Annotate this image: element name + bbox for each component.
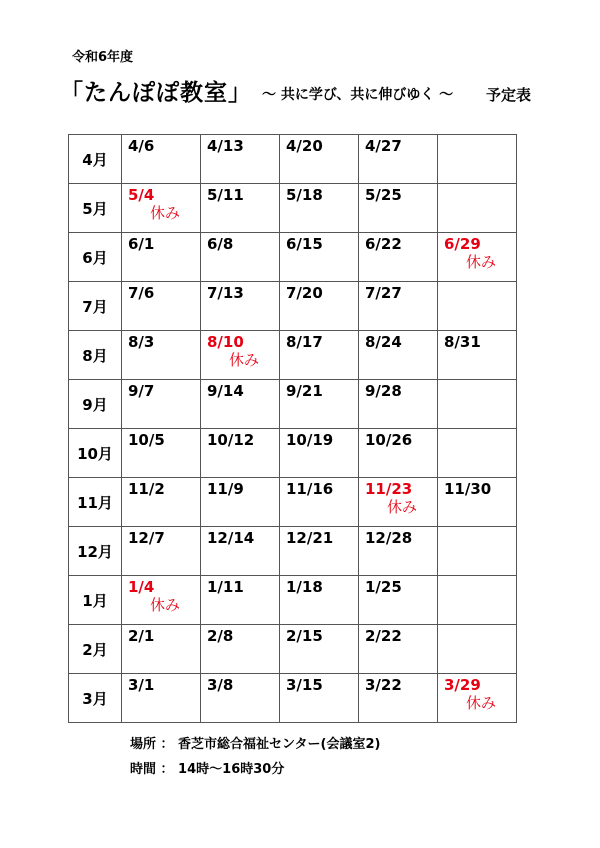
date-text: 5/4 — [128, 186, 155, 204]
page-subtitle: ～ 共に学び、共に伸びゆく ～ — [262, 87, 454, 103]
month-cell: 6月 — [69, 233, 122, 282]
time-info: 時間 ： 14時～16時30分 — [130, 762, 285, 777]
date-text: 1/11 — [207, 578, 244, 596]
date-text — [438, 625, 516, 627]
date-cell — [438, 135, 517, 184]
date-text: 9/28 — [365, 382, 402, 400]
date-text: 12/28 — [365, 529, 413, 547]
table-row — [69, 429, 517, 478]
date-cell — [359, 576, 438, 625]
date-cell — [359, 429, 438, 478]
date-text — [438, 184, 516, 186]
date-cell — [201, 282, 280, 331]
date-cell — [122, 331, 201, 380]
fiscal-year: 令和6年度 — [72, 50, 134, 65]
date-text: 3/29 — [444, 676, 481, 694]
date-cell — [438, 625, 517, 674]
month-cell: 11月 — [69, 478, 122, 527]
date-cell — [280, 233, 359, 282]
date-cell — [438, 331, 517, 380]
date-text: 5/18 — [286, 186, 323, 204]
date-cell — [201, 576, 280, 625]
date-cell — [280, 674, 359, 723]
date-cell — [122, 380, 201, 429]
venue-info: 場所 ： 香芝市総合福祉センター(会議室2) — [130, 737, 381, 752]
date-text: 3/15 — [286, 676, 323, 694]
date-cell — [201, 380, 280, 429]
date-text: 4/20 — [286, 137, 323, 155]
document-type-label: 予定表 — [486, 86, 532, 104]
month-cell: 10月 — [69, 429, 122, 478]
date-text: 7/6 — [128, 284, 155, 302]
date-text: 8/31 — [444, 333, 481, 351]
date-text: 1/4 — [128, 578, 155, 596]
date-text: 2/22 — [365, 627, 402, 645]
date-text: 12/21 — [286, 529, 334, 547]
holiday-note: 休み — [466, 253, 497, 271]
date-cell — [201, 233, 280, 282]
table-row — [69, 674, 517, 723]
date-cell — [438, 380, 517, 429]
date-text: 5/11 — [207, 186, 244, 204]
table-row — [69, 380, 517, 429]
date-cell — [201, 331, 280, 380]
date-text — [438, 380, 516, 382]
date-text: 9/21 — [286, 382, 323, 400]
date-cell — [201, 478, 280, 527]
month-cell: 3月 — [69, 674, 122, 723]
date-text: 3/22 — [365, 676, 402, 694]
date-cell — [280, 331, 359, 380]
table-row — [69, 282, 517, 331]
date-text — [438, 135, 516, 137]
date-cell — [438, 576, 517, 625]
month-cell: 1月 — [69, 576, 122, 625]
month-cell: 12月 — [69, 527, 122, 576]
date-text: 4/27 — [365, 137, 402, 155]
date-text: 3/1 — [128, 676, 155, 694]
date-text: 8/24 — [365, 333, 402, 351]
date-cell — [201, 527, 280, 576]
date-text: 11/30 — [444, 480, 492, 498]
date-cell — [359, 380, 438, 429]
date-cell — [280, 625, 359, 674]
date-cell — [280, 184, 359, 233]
date-cell — [122, 282, 201, 331]
date-cell — [359, 331, 438, 380]
date-text: 6/15 — [286, 235, 323, 253]
date-text: 10/12 — [207, 431, 255, 449]
holiday-note: 休み — [150, 596, 181, 614]
table-row — [69, 233, 517, 282]
holiday-note: 休み — [150, 204, 181, 222]
date-cell — [122, 527, 201, 576]
date-cell — [201, 429, 280, 478]
month-cell: 9月 — [69, 380, 122, 429]
date-text: 2/1 — [128, 627, 155, 645]
date-text: 5/25 — [365, 186, 402, 204]
schedule-table-body — [69, 135, 517, 723]
date-cell — [280, 282, 359, 331]
holiday-note: 休み — [466, 694, 497, 712]
table-row — [69, 331, 517, 380]
date-cell — [280, 576, 359, 625]
month-cell: 7月 — [69, 282, 122, 331]
date-text: 12/14 — [207, 529, 255, 547]
schedule-table — [68, 134, 517, 723]
date-text: 2/8 — [207, 627, 234, 645]
date-text: 9/7 — [128, 382, 155, 400]
date-text: 11/2 — [128, 480, 165, 498]
date-cell — [122, 674, 201, 723]
table-row — [69, 135, 517, 184]
table-row — [69, 625, 517, 674]
holiday-note: 休み — [387, 498, 418, 516]
date-cell — [359, 674, 438, 723]
date-cell — [438, 478, 517, 527]
date-cell — [359, 233, 438, 282]
date-cell — [280, 478, 359, 527]
date-text: 3/8 — [207, 676, 234, 694]
date-text: 10/19 — [286, 431, 334, 449]
date-text: 11/16 — [286, 480, 334, 498]
date-text: 2/15 — [286, 627, 323, 645]
date-cell — [280, 135, 359, 184]
date-cell — [438, 527, 517, 576]
date-cell — [359, 478, 438, 527]
date-text: 1/25 — [365, 578, 402, 596]
date-cell — [438, 233, 517, 282]
date-text: 10/26 — [365, 431, 413, 449]
date-text: 6/1 — [128, 235, 155, 253]
date-text: 6/29 — [444, 235, 481, 253]
date-cell — [438, 429, 517, 478]
date-text: 11/23 — [365, 480, 413, 498]
date-cell — [122, 429, 201, 478]
table-row — [69, 478, 517, 527]
date-cell — [359, 625, 438, 674]
date-text: 7/20 — [286, 284, 323, 302]
date-cell — [359, 135, 438, 184]
page-title: 「たんぽぽ教室」 — [60, 80, 252, 106]
date-text: 6/8 — [207, 235, 234, 253]
date-text: 1/18 — [286, 578, 323, 596]
date-cell — [122, 625, 201, 674]
date-cell — [359, 282, 438, 331]
month-cell: 4月 — [69, 135, 122, 184]
holiday-note: 休み — [229, 351, 260, 369]
date-cell — [438, 184, 517, 233]
date-text: 8/10 — [207, 333, 244, 351]
date-cell — [280, 429, 359, 478]
date-text: 4/6 — [128, 137, 155, 155]
date-text: 11/9 — [207, 480, 244, 498]
date-text — [438, 576, 516, 578]
date-cell — [280, 527, 359, 576]
date-text — [438, 429, 516, 431]
date-text: 12/7 — [128, 529, 165, 547]
month-cell: 5月 — [69, 184, 122, 233]
table-row — [69, 576, 517, 625]
date-cell — [122, 478, 201, 527]
date-text: 7/27 — [365, 284, 402, 302]
date-cell — [201, 184, 280, 233]
date-cell — [438, 282, 517, 331]
month-cell: 8月 — [69, 331, 122, 380]
date-cell — [122, 233, 201, 282]
date-text: 8/3 — [128, 333, 155, 351]
date-text: 6/22 — [365, 235, 402, 253]
date-cell — [122, 576, 201, 625]
table-row — [69, 184, 517, 233]
date-cell — [201, 135, 280, 184]
date-cell — [438, 674, 517, 723]
table-row — [69, 527, 517, 576]
date-text: 4/13 — [207, 137, 244, 155]
date-cell — [359, 184, 438, 233]
month-cell: 2月 — [69, 625, 122, 674]
date-cell — [122, 135, 201, 184]
date-cell — [359, 527, 438, 576]
date-text — [438, 527, 516, 529]
date-cell — [201, 674, 280, 723]
date-cell — [280, 380, 359, 429]
date-cell — [201, 625, 280, 674]
date-text: 10/5 — [128, 431, 165, 449]
date-text: 7/13 — [207, 284, 244, 302]
date-text: 9/14 — [207, 382, 244, 400]
date-text: 8/17 — [286, 333, 323, 351]
date-cell — [122, 184, 201, 233]
date-text — [438, 282, 516, 284]
